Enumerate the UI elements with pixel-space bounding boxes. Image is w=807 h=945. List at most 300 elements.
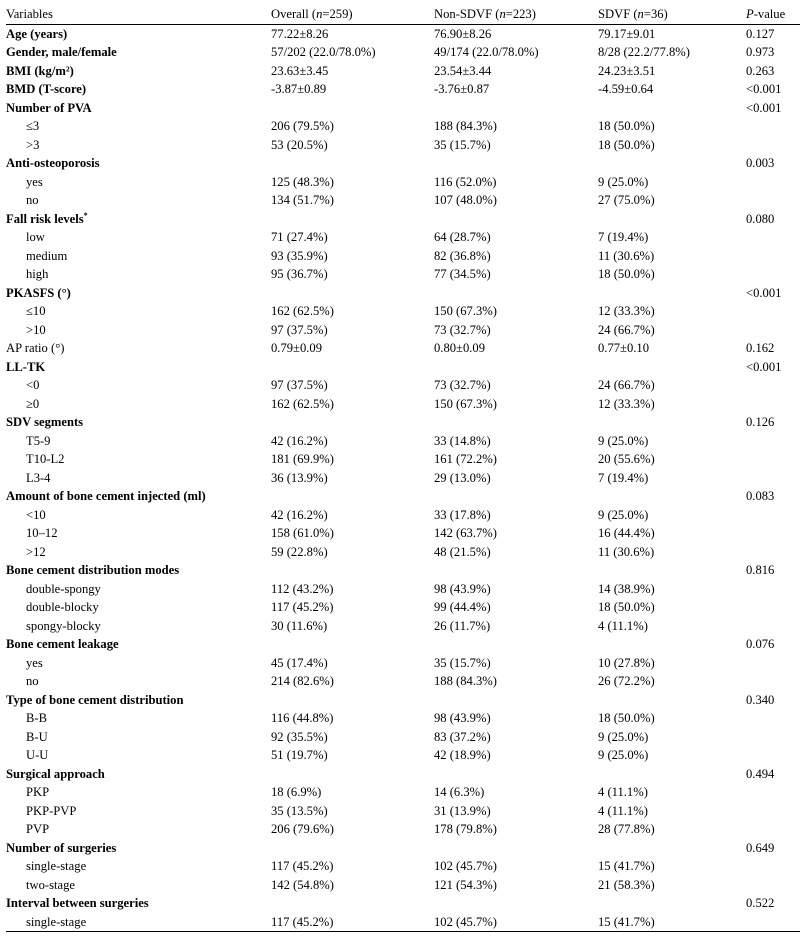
- cell-overall: 59 (22.8%): [271, 544, 328, 559]
- cell-sdvf: 12 (33.3%): [598, 396, 655, 411]
- table-row: [6, 191, 800, 210]
- cell-sdvf: -4.59±0.64: [598, 82, 654, 96]
- cell-non-sdvf: [434, 839, 598, 858]
- cell-overall: 97 (37.5%): [271, 322, 328, 337]
- cell-non-sdvf: 150 (67.3%): [434, 304, 497, 318]
- table-row: [6, 450, 800, 469]
- cell-overall: [271, 154, 434, 173]
- cell-overall: 162 (62.5%): [271, 304, 334, 318]
- table-row: [6, 580, 800, 599]
- cell-variable: [6, 210, 271, 229]
- cell-p-value: [746, 247, 800, 266]
- cell-overall: 206 (79.6%): [271, 822, 334, 836]
- cell-p-value: [746, 543, 800, 562]
- cell-overall: [271, 894, 434, 913]
- cell-variable: [6, 136, 271, 155]
- cell-overall: [271, 839, 434, 858]
- cell-non-sdvf: 42 (18.9%): [434, 748, 491, 762]
- variable-label: Number of surgeries: [6, 840, 117, 855]
- cell-variable: [6, 746, 271, 765]
- cell-overall: 97 (37.5%): [271, 378, 328, 392]
- table-header: [6, 5, 800, 24]
- table-row: [6, 672, 800, 691]
- cell-variable: [6, 24, 271, 43]
- cell-variable: [6, 302, 271, 321]
- cell-variable: [6, 487, 271, 506]
- cell-sdvf: [598, 358, 746, 377]
- cell-sdvf: 9 (25.0%): [598, 748, 649, 762]
- cell-overall: 95 (36.7%): [271, 267, 328, 281]
- cell-p-value: [746, 173, 800, 192]
- cell-sdvf: [598, 284, 746, 303]
- table-group-row: [6, 691, 800, 710]
- cell-p-value: 0.076: [746, 637, 775, 651]
- variable-label: U-U: [26, 748, 49, 762]
- variable-label: PVP: [26, 822, 50, 836]
- cell-p-value: [746, 228, 800, 247]
- cell-variable: [6, 450, 271, 469]
- cell-non-sdvf: 14 (6.3%): [434, 785, 485, 799]
- cell-non-sdvf: 142 (63.7%): [434, 526, 497, 540]
- cell-overall: 158 (61.0%): [271, 526, 334, 540]
- cell-p-value: <0.001: [746, 359, 782, 374]
- cell-sdvf: 10 (27.8%): [598, 655, 655, 670]
- cell-non-sdvf: 26 (11.7%): [434, 618, 491, 633]
- cell-p-value: [746, 432, 800, 451]
- cell-non-sdvf: [434, 99, 598, 118]
- variable-label: ≥0: [26, 396, 40, 411]
- cell-non-sdvf: [434, 154, 598, 173]
- cell-sdvf: 20 (55.6%): [598, 452, 655, 466]
- table-row: [6, 136, 800, 155]
- cell-sdvf: [598, 765, 746, 784]
- cell-p-value: 0.162: [746, 341, 775, 355]
- cell-sdvf: 18 (50.0%): [598, 711, 655, 725]
- cell-sdvf: 9 (25.0%): [598, 507, 649, 522]
- variable-label: single-stage: [26, 859, 87, 873]
- table-group-row: [6, 561, 800, 580]
- cell-overall: 125 (48.3%): [271, 174, 334, 189]
- variable-label: >3: [26, 137, 40, 152]
- variable-label: BMD (T-score): [6, 82, 87, 96]
- variable-label: SDV segments: [6, 415, 84, 429]
- cell-p-value: [746, 302, 800, 321]
- variable-label: BMI (kg/m²): [6, 63, 74, 78]
- cell-variable: [6, 284, 271, 303]
- cell-sdvf: 9 (25.0%): [598, 174, 649, 189]
- cell-sdvf: 7 (19.4%): [598, 230, 649, 244]
- table-group-row: [6, 284, 800, 303]
- cell-sdvf: 9 (25.0%): [598, 729, 649, 744]
- variable-label: AP ratio (°): [6, 341, 65, 355]
- variable-label: Amount of bone cement injected (ml): [6, 489, 206, 503]
- table-row: [6, 598, 800, 617]
- cell-non-sdvf: 23.54±3.44: [434, 63, 492, 78]
- cell-p-value: [746, 191, 800, 210]
- cell-non-sdvf: 48 (21.5%): [434, 544, 491, 559]
- cell-variable: [6, 265, 271, 284]
- table-group-row: [6, 80, 800, 99]
- variable-label: high: [26, 267, 49, 281]
- table-group-row: [6, 210, 800, 229]
- cell-non-sdvf: [434, 561, 598, 580]
- cell-sdvf: [598, 894, 746, 913]
- cell-sdvf: 24 (66.7%): [598, 322, 655, 337]
- cell-overall: 93 (35.9%): [271, 248, 328, 263]
- cell-overall: 36 (13.9%): [271, 470, 328, 485]
- cell-p-value: [746, 524, 800, 543]
- cell-sdvf: [598, 487, 746, 506]
- cell-variable: [6, 580, 271, 599]
- cell-p-value: [746, 469, 800, 488]
- cell-p-value: 0.080: [746, 211, 775, 226]
- cell-p-value: [746, 728, 800, 747]
- variable-label: PKP: [26, 785, 50, 799]
- cell-non-sdvf: [434, 691, 598, 710]
- cell-overall: [271, 765, 434, 784]
- cell-non-sdvf: 161 (72.2%): [434, 452, 497, 466]
- table-row: [6, 506, 800, 525]
- cell-non-sdvf: 121 (54.3%): [434, 877, 497, 892]
- variable-label: B-U: [26, 729, 48, 744]
- cell-sdvf: 21 (58.3%): [598, 877, 655, 892]
- cell-overall: 77.22±8.26: [271, 26, 329, 41]
- variable-label: >10: [26, 322, 46, 337]
- table-group-row: [6, 62, 800, 81]
- cell-non-sdvf: 102 (45.7%): [434, 859, 497, 873]
- cell-sdvf: 8/28 (22.2/77.8%): [598, 45, 690, 59]
- cell-non-sdvf: 73 (32.7%): [434, 378, 491, 392]
- cell-variable: [6, 783, 271, 802]
- cell-non-sdvf: 76.90±8.26: [434, 26, 492, 41]
- table-row: [6, 543, 800, 562]
- cell-p-value: 0.263: [746, 63, 775, 78]
- cell-p-value: [746, 709, 800, 728]
- cell-variable: [6, 173, 271, 192]
- cell-sdvf: 18 (50.0%): [598, 119, 655, 133]
- cell-variable: [6, 672, 271, 691]
- cell-sdvf: [598, 691, 746, 710]
- cell-p-value: [746, 802, 800, 821]
- cell-overall: 42 (16.2%): [271, 507, 328, 522]
- cell-variable: [6, 876, 271, 895]
- cell-variable: [6, 395, 271, 414]
- cell-p-value: [746, 580, 800, 599]
- cell-overall: [271, 358, 434, 377]
- variable-label: >12: [26, 544, 46, 559]
- cell-p-value: [746, 857, 800, 876]
- cell-p-value: [746, 321, 800, 340]
- cell-sdvf: 11 (30.6%): [598, 248, 655, 263]
- cell-p-value: 0.494: [746, 766, 775, 781]
- cell-non-sdvf: [434, 284, 598, 303]
- cell-variable: [6, 80, 271, 99]
- cell-overall: 30 (11.6%): [271, 618, 328, 633]
- variable-label: 10–12: [26, 526, 58, 540]
- table-row: [6, 376, 800, 395]
- cell-overall: 35 (13.5%): [271, 803, 328, 818]
- table-row: [6, 265, 800, 284]
- variable-label: ≤10: [26, 304, 46, 318]
- header-p-value: P-value: [746, 5, 800, 24]
- cell-non-sdvf: 82 (36.8%): [434, 248, 491, 263]
- clinical-characteristics-table: [6, 5, 800, 932]
- table-row: [6, 469, 800, 488]
- cell-variable: [6, 43, 271, 62]
- cell-variable: [6, 339, 271, 358]
- cell-variable: [6, 524, 271, 543]
- cell-variable: [6, 765, 271, 784]
- cell-variable: [6, 247, 271, 266]
- cell-overall: 57/202 (22.0/78.0%): [271, 45, 376, 59]
- table-row: [6, 802, 800, 821]
- cell-sdvf: 15 (41.7%): [598, 913, 746, 932]
- cell-non-sdvf: 188 (84.3%): [434, 119, 497, 133]
- cell-p-value: [746, 672, 800, 691]
- cell-non-sdvf: -3.76±0.87: [434, 82, 490, 96]
- cell-overall: [271, 487, 434, 506]
- table-row: [6, 783, 800, 802]
- cell-variable: [6, 728, 271, 747]
- cell-overall: 42 (16.2%): [271, 433, 328, 448]
- variable-label: spongy-blocky: [26, 618, 101, 633]
- header-variables: Variables: [6, 5, 271, 24]
- cell-non-sdvf: [434, 635, 598, 654]
- variable-label: double-spongy: [26, 581, 101, 596]
- table-row: [6, 432, 800, 451]
- cell-overall: 214 (82.6%): [271, 674, 334, 688]
- cell-variable: [6, 691, 271, 710]
- cell-variable: [6, 376, 271, 395]
- cell-p-value: [746, 598, 800, 617]
- variable-label: Gender, male/female: [6, 45, 117, 59]
- cell-variable: [6, 635, 271, 654]
- cell-non-sdvf: [434, 894, 598, 913]
- cell-overall: 206 (79.5%): [271, 119, 334, 133]
- table-row: [6, 395, 800, 414]
- cell-p-value: <0.001: [746, 82, 782, 96]
- cell-overall: [271, 284, 434, 303]
- cell-variable: [6, 543, 271, 562]
- cell-non-sdvf: 99 (44.4%): [434, 600, 491, 614]
- cell-non-sdvf: 98 (43.9%): [434, 711, 491, 725]
- cell-sdvf: [598, 154, 746, 173]
- variable-label: PKASFS (°): [6, 285, 71, 300]
- table-group-row: [6, 894, 800, 913]
- cell-variable: [6, 506, 271, 525]
- cell-sdvf: 12 (33.3%): [598, 304, 655, 318]
- table-row: [6, 728, 800, 747]
- table-row: [6, 709, 800, 728]
- cell-overall: -3.87±0.89: [271, 82, 327, 96]
- cell-sdvf: 7 (19.4%): [598, 470, 649, 485]
- variable-label: <10: [26, 507, 46, 522]
- cell-sdvf: [598, 413, 746, 432]
- header-sdvf: SDVF (n=36): [598, 5, 746, 24]
- cell-non-sdvf: 150 (67.3%): [434, 396, 497, 411]
- cell-variable: [6, 228, 271, 247]
- cell-overall: 162 (62.5%): [271, 396, 334, 411]
- table-row: [6, 857, 800, 876]
- variable-label: B-B: [26, 711, 47, 725]
- cell-non-sdvf: 49/174 (22.0/78.0%): [434, 45, 539, 59]
- cell-variable: [6, 154, 271, 173]
- variable-label: Type of bone cement distribution: [6, 692, 184, 707]
- cell-variable: [6, 839, 271, 858]
- cell-non-sdvf: 64 (28.7%): [434, 230, 491, 244]
- cell-non-sdvf: [434, 210, 598, 229]
- cell-sdvf: [598, 210, 746, 229]
- table-group-row: [6, 358, 800, 377]
- table-group-row: [6, 839, 800, 858]
- cell-overall: 117 (45.2%): [271, 859, 334, 873]
- variable-label: L3-4: [26, 470, 51, 485]
- cell-p-value: 0.816: [746, 563, 775, 577]
- footnote-marker: *: [83, 210, 88, 220]
- cell-variable: [6, 802, 271, 821]
- cell-p-value: [746, 395, 800, 414]
- cell-sdvf: 18 (50.0%): [598, 267, 655, 281]
- cell-overall: 53 (20.5%): [271, 137, 328, 152]
- table-group-row: [6, 99, 800, 118]
- cell-overall: 92 (35.5%): [271, 729, 328, 744]
- cell-p-value: 0.649: [746, 840, 775, 855]
- variable-label: Interval between surgeries: [6, 896, 149, 910]
- variable-label: Age (years): [6, 26, 68, 41]
- variable-label: no: [26, 193, 39, 207]
- cell-p-value: [746, 265, 800, 284]
- cell-p-value: 0.973: [746, 45, 775, 59]
- cell-overall: [271, 691, 434, 710]
- variable-label: single-stage: [26, 914, 87, 929]
- cell-non-sdvf: [434, 765, 598, 784]
- cell-overall: 116 (44.8%): [271, 711, 334, 725]
- cell-non-sdvf: [434, 413, 598, 432]
- table-row: [6, 654, 800, 673]
- table-row: [6, 913, 800, 932]
- variable-label: Bone cement distribution modes: [6, 563, 180, 577]
- variable-label: yes: [26, 655, 43, 670]
- table-row: [6, 524, 800, 543]
- cell-sdvf: [598, 635, 746, 654]
- cell-p-value: [746, 876, 800, 895]
- cell-p-value: [746, 820, 800, 839]
- table-group-row: [6, 487, 800, 506]
- cell-variable: [6, 99, 271, 118]
- cell-sdvf: 11 (30.6%): [598, 544, 655, 559]
- cell-sdvf: [598, 99, 746, 118]
- cell-variable: [6, 117, 271, 136]
- cell-non-sdvf: 98 (43.9%): [434, 581, 491, 596]
- cell-sdvf: 18 (50.0%): [598, 600, 655, 614]
- cell-non-sdvf: 31 (13.9%): [434, 803, 491, 818]
- cell-variable: [6, 857, 271, 876]
- table-row: [6, 228, 800, 247]
- cell-overall: 51 (19.7%): [271, 748, 328, 762]
- cell-non-sdvf: [434, 487, 598, 506]
- cell-sdvf: 24 (66.7%): [598, 378, 655, 392]
- cell-overall: 117 (45.2%): [271, 600, 334, 614]
- cell-non-sdvf: 188 (84.3%): [434, 674, 497, 688]
- cell-non-sdvf: 178 (79.8%): [434, 822, 497, 836]
- variable-label: Surgical approach: [6, 766, 105, 781]
- cell-p-value: <0.001: [746, 100, 782, 115]
- variable-label: Bone cement leakage: [6, 637, 119, 651]
- cell-non-sdvf: 77 (34.5%): [434, 267, 491, 281]
- variable-label: medium: [26, 248, 68, 263]
- cell-sdvf: 0.77±0.10: [598, 341, 649, 355]
- cell-sdvf: 28 (77.8%): [598, 822, 655, 836]
- cell-p-value: [746, 654, 800, 673]
- table-group-row: [6, 43, 800, 62]
- cell-p-value: 0.340: [746, 692, 775, 707]
- cell-sdvf: 4 (11.1%): [598, 785, 648, 799]
- table-row: [6, 247, 800, 266]
- cell-non-sdvf: 102 (45.7%): [434, 913, 598, 932]
- table-group-row: [6, 24, 800, 43]
- variable-label: T5-9: [26, 433, 51, 448]
- cell-non-sdvf: 73 (32.7%): [434, 322, 491, 337]
- variable-label: Fall risk levels: [6, 211, 84, 226]
- cell-non-sdvf: 29 (13.0%): [434, 470, 491, 485]
- variable-label: ≤3: [26, 119, 40, 133]
- cell-variable: [6, 358, 271, 377]
- cell-variable: [6, 709, 271, 728]
- cell-non-sdvf: 33 (14.8%): [434, 433, 491, 448]
- cell-non-sdvf: 35 (15.7%): [434, 655, 491, 670]
- cell-sdvf: 18 (50.0%): [598, 137, 655, 152]
- cell-p-value: [746, 506, 800, 525]
- cell-overall: [271, 635, 434, 654]
- variable-label: double-blocky: [26, 600, 99, 614]
- cell-p-value: [746, 746, 800, 765]
- cell-overall: [271, 99, 434, 118]
- cell-non-sdvf: 0.80±0.09: [434, 341, 485, 355]
- table-row: [6, 173, 800, 192]
- variable-label: yes: [26, 174, 43, 189]
- cell-sdvf: [598, 561, 746, 580]
- cell-sdvf: [598, 839, 746, 858]
- table-group-row: [6, 154, 800, 173]
- header-overall: Overall (n=259): [271, 5, 434, 24]
- cell-variable: [6, 913, 271, 932]
- cell-p-value: [746, 376, 800, 395]
- cell-overall: 134 (51.7%): [271, 193, 334, 207]
- cell-sdvf: 4 (11.1%): [598, 803, 648, 818]
- cell-non-sdvf: 116 (52.0%): [434, 174, 497, 189]
- cell-overall: [271, 413, 434, 432]
- cell-p-value: 0.522: [746, 896, 775, 910]
- cell-p-value: [746, 913, 800, 932]
- cell-variable: [6, 561, 271, 580]
- variable-label: Anti-osteoporosis: [6, 156, 100, 170]
- cell-non-sdvf: 83 (37.2%): [434, 729, 491, 744]
- cell-overall: 112 (43.2%): [271, 581, 334, 596]
- cell-variable: [6, 321, 271, 340]
- table-row: [6, 746, 800, 765]
- variable-label: no: [26, 674, 39, 688]
- cell-p-value: 0.083: [746, 489, 775, 503]
- cell-sdvf: 79.17±9.01: [598, 26, 656, 41]
- cell-overall: 18 (6.9%): [271, 785, 322, 799]
- cell-sdvf: 24.23±3.51: [598, 63, 656, 78]
- cell-p-value: [746, 617, 800, 636]
- cell-variable: [6, 432, 271, 451]
- cell-overall: 181 (69.9%): [271, 452, 334, 466]
- cell-overall: 0.79±0.09: [271, 341, 322, 355]
- cell-overall: [271, 561, 434, 580]
- variable-label: PKP-PVP: [26, 803, 77, 818]
